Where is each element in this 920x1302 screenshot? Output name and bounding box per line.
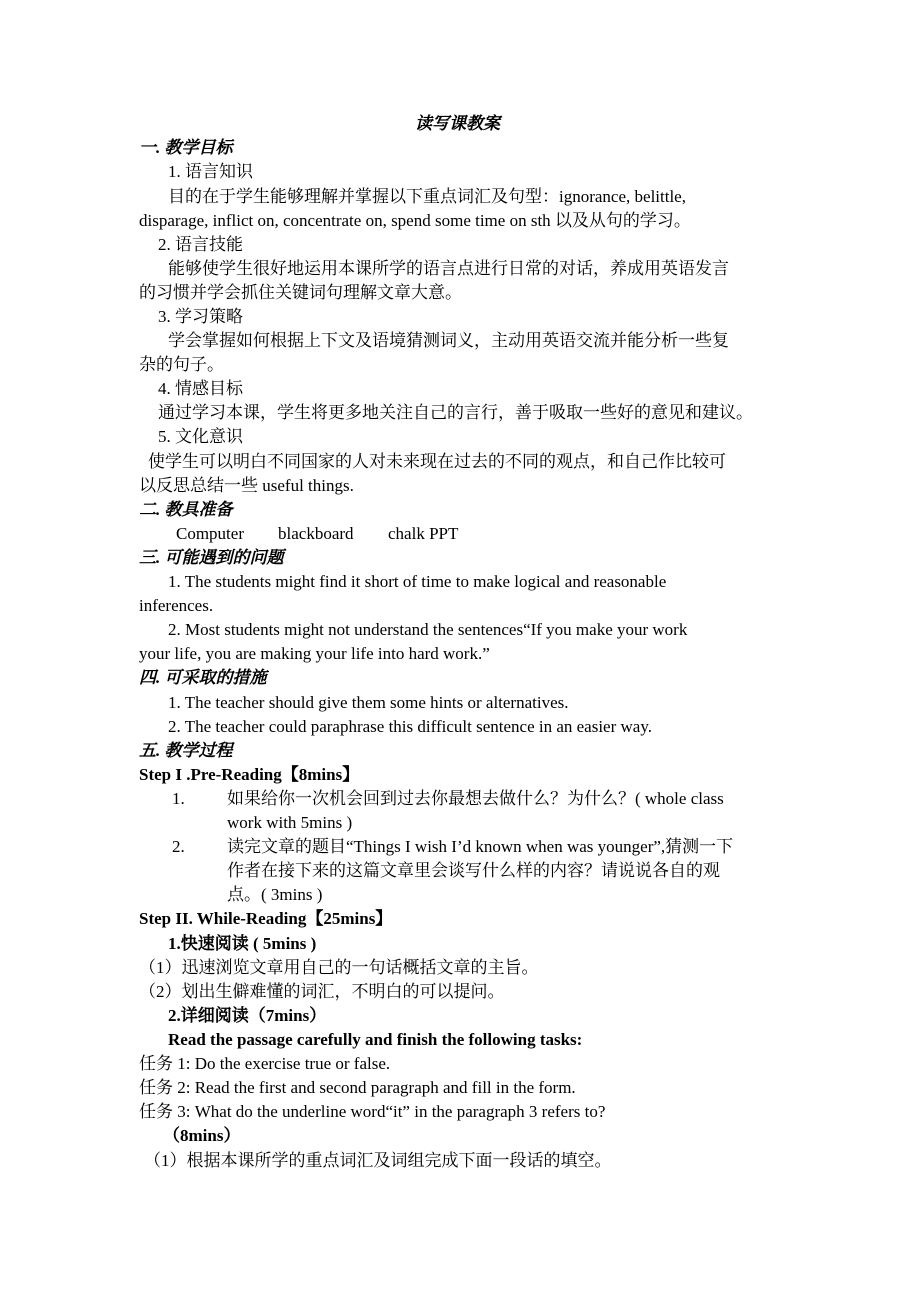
objective-5-label: 5. 文化意识: [158, 427, 243, 446]
objective-4-text-line1: 通过学习本课，学生将更多地关注自己的言行，善于吸取一些好的意见和建议。: [158, 403, 753, 422]
step1-item2-number: 2.: [172, 837, 185, 856]
step1-item2-line3: 点。( 3mins ): [227, 885, 323, 904]
measure-1: 1. The teacher should give them some hints or alternatives.: [168, 693, 569, 712]
fast-reading-label: 1.快速阅读 ( 5mins ): [168, 934, 317, 953]
task-1: 任务 1: Do the exercise true or false.: [139, 1054, 391, 1073]
detailed-reading-instruction: Read the passage carefully and finish the following tasks:: [168, 1030, 583, 1049]
objective-2-text-line1: 能够使学生很好地运用本课所学的语言点进行日常的对话，养成用英语发言: [168, 259, 729, 278]
step1-item2-line1: 读完文章的题目“Things I wish I’d known when was younger”,猜测一下: [227, 837, 734, 856]
objective-3-text-line1: 学会掌握如何根据上下文及语境猜测词义，主动用英语交流并能分析一些复: [168, 331, 729, 350]
objective-2-text-line2: 的习惯并学会抓住关键词句理解文章大意。: [139, 283, 462, 302]
equipment-chalk-ppt: chalk PPT: [388, 524, 459, 543]
objective-3-text-line2: 杂的句子。: [139, 355, 224, 374]
objective-1-label: 1. 语言知识: [168, 162, 253, 181]
step1-item1-line2: work with 5mins ): [227, 813, 353, 832]
objective-1-text-line2: disparage, inflict on, concentrate on, spend some time on sth 以及从句的学习。: [139, 211, 691, 230]
objective-5-text-line1: 使学生可以明白不同国家的人对未来现在过去的不同的观点，和自己作比较可: [148, 452, 726, 471]
task-3: 任务 3: What do the underline word“it” in the paragraph 3 refers to?: [139, 1102, 606, 1121]
section1-heading: 一. 教学目标: [139, 138, 233, 157]
problem-2-line2: your life, you are making your life into hard work.”: [139, 644, 490, 663]
step1-label: Step I .Pre-Reading【8mins】: [139, 765, 360, 784]
section4-heading: 四. 可采取的措施: [139, 668, 267, 687]
step1-item1-line1: 如果给你一次机会回到过去你最想去做什么？为什么？( whole class: [227, 789, 724, 808]
section5-heading: 五. 教学过程: [139, 741, 233, 760]
measure-2: 2. The teacher could paraphrase this difficult sentence in an easier way.: [168, 717, 652, 736]
task-2: 任务 2: Read the first and second paragraph and fill in the form.: [139, 1078, 576, 1097]
objective-3-label: 3. 学习策略: [158, 307, 243, 326]
section3-heading: 三. 可能遇到的问题: [139, 548, 284, 567]
fast-reading-2: （2）划出生僻难懂的词汇，不明白的可以提问。: [139, 982, 505, 1001]
objective-5-text-line2: 以反思总结一些 useful things.: [139, 476, 354, 495]
problem-1-line2: inferences.: [139, 596, 214, 615]
step1-item1-number: 1.: [172, 789, 185, 808]
step2-label: Step II. While-Reading【25mins】: [139, 909, 393, 928]
section2-heading: 二. 教具准备: [139, 500, 233, 519]
step2-time: （8mins）: [163, 1126, 241, 1145]
objective-1-text-line1: 目的在于学生能够理解并掌握以下重点词汇及句型：ignorance, belittle,: [168, 187, 686, 206]
objective-4-label: 4. 情感目标: [158, 379, 243, 398]
detailed-reading-label: 2.详细阅读（7mins）: [168, 1006, 327, 1025]
fast-reading-1: （1）迅速浏览文章用自己的一句话概括文章的主旨。: [139, 958, 539, 977]
equipment-blackboard: blackboard: [278, 524, 354, 543]
objective-2-label: 2. 语言技能: [158, 235, 243, 254]
problem-2-line1: 2. Most students might not understand the sentences“If you make your work: [168, 620, 688, 639]
equipment-computer: Computer: [176, 524, 244, 543]
problem-1-line1: 1. The students might find it short of time to make logical and reasonable: [168, 572, 667, 591]
step1-item2-line2: 作者在接下来的这篇文章里会谈写什么样的内容？请说说各自的观: [227, 861, 720, 880]
fill-blank-instruction: （1）根据本课所学的重点词汇及词组完成下面一段话的填空。: [144, 1151, 612, 1170]
document-title: 读写课教案: [415, 114, 500, 133]
